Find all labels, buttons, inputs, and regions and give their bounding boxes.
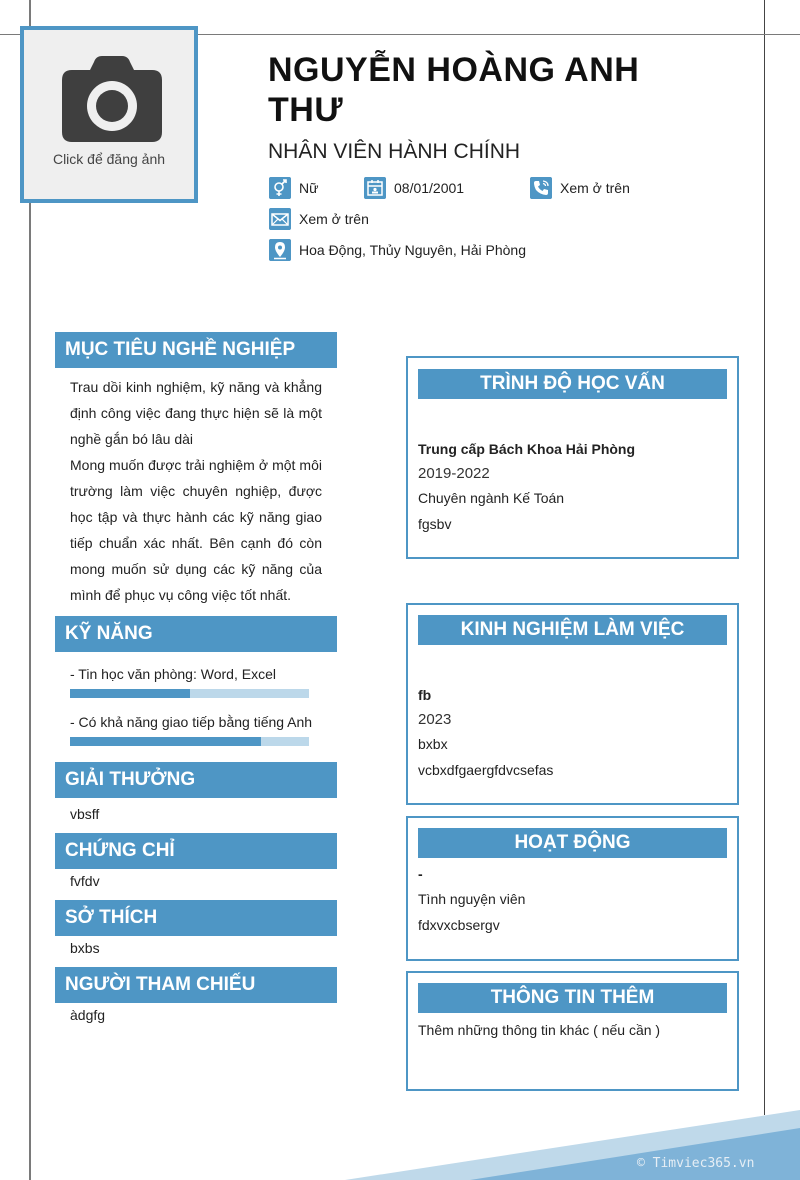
full-name[interactable]: NGUYỄN HOÀNG ANH THƯ — [268, 51, 640, 129]
activities-heading: HOẠT ĐỘNG — [418, 828, 727, 858]
certificates-heading: CHỨNG CHỈ — [55, 833, 337, 869]
experience-position[interactable]: bxbx — [418, 736, 448, 752]
hobbies-heading: SỞ THÍCH — [55, 900, 337, 936]
objective-paragraph-2: Mong muốn được trải nghiệm ở một môi trường làm việc chuyên nghiệp, được học tập và thực hành các kỹ năng giao tiếp chuẩn xác nhất. Bên cạnh đó còn mong muốn sử dụng các kỹ năng của mình để phục vụ công việc tốt nhất. — [70, 457, 322, 603]
activities-description[interactable]: fdxvxcbsergv — [418, 917, 500, 933]
additional-info-text[interactable]: Thêm những thông tin khác ( nếu cần ) — [418, 1022, 661, 1038]
experience-description[interactable]: vcbxdfgaergfdvcsefas — [418, 762, 554, 778]
education-note[interactable]: fgsbv — [418, 516, 452, 532]
experience-heading: KINH NGHIỆM LÀM VIỆC — [418, 615, 727, 645]
education-heading: TRÌNH ĐỘ HỌC VẤN — [418, 369, 727, 399]
email-value: Xem ở trên — [299, 211, 369, 227]
objective-paragraph-1: Trau dồi kinh nghiệm, kỹ năng và khẳng định công việc đang thực hiện sẽ là một nghề gắn bó lâu dài — [70, 379, 322, 447]
awards-text[interactable]: vbsff — [70, 806, 100, 822]
dob-value: 08/01/2001 — [394, 180, 465, 196]
gender-value: Nữ — [299, 180, 319, 196]
references-text[interactable]: àdgfg — [70, 1007, 106, 1023]
address-value: Hoa Động, Thủy Nguyên, Hải Phòng — [299, 242, 526, 258]
experience-period[interactable]: 2023 — [418, 711, 452, 728]
education-school[interactable]: Trung cấp Bách Khoa Hải Phòng — [418, 441, 636, 457]
skill-label-2[interactable]: - Có khả năng giao tiếp bằng tiếng Anh — [70, 714, 313, 730]
awards-heading: GIẢI THƯỞNG — [55, 762, 337, 798]
experience-company[interactable]: fb — [418, 687, 432, 703]
education-major[interactable]: Chuyên ngành Kế Toán — [418, 490, 565, 506]
education-period[interactable]: 2019-2022 — [418, 465, 490, 482]
skills-heading: KỸ NĂNG — [55, 616, 337, 652]
references-heading: NGƯỜI THAM CHIẾU — [55, 967, 337, 1003]
job-title[interactable]: NHÂN VIÊN HÀNH CHÍNH — [268, 140, 521, 163]
phone-value: Xem ở trên — [560, 180, 630, 196]
skill-label-1[interactable]: - Tin học văn phòng: Word, Excel — [70, 666, 276, 682]
activities-role[interactable]: Tình nguyện viên — [418, 891, 526, 907]
objective-heading: MỤC TIÊU NGHỀ NGHIỆP — [55, 332, 337, 368]
copyright-text: © Timviec365.vn — [637, 1156, 755, 1171]
avatar-caption: Click để đăng ảnh — [52, 151, 166, 167]
certificates-text[interactable]: fvfdv — [70, 873, 100, 889]
hobbies-text[interactable]: bxbs — [70, 940, 100, 956]
activities-org[interactable]: - — [418, 866, 423, 882]
additional-info-heading: THÔNG TIN THÊM — [418, 983, 727, 1013]
